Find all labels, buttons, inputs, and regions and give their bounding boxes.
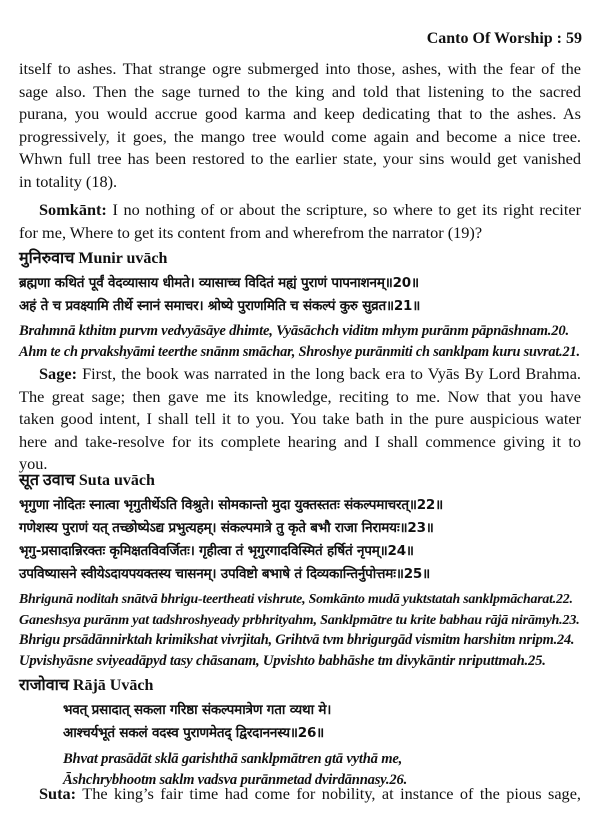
section-suta-uvach (19, 470, 581, 671)
text-line: sage also. Then the sage turned to the king and told that listening to the sacred (19, 81, 581, 101)
text-line: for me, Where to get its content from and wherefrom the narrator (19)? (19, 222, 483, 242)
speaker-name: Sage: (39, 364, 77, 383)
text-line: progressively, it goes, the mango tree would come again and become a nice tree. (19, 126, 581, 146)
text-line (19, 363, 581, 386)
text-span: I no nothing of or about the scripture, so where to get its right reciter (106, 200, 581, 219)
sanskrit-verse-line: भृगुणा नोदितः स्नात्वा भृगुतीर्थेऽति विश्रुते। सोमकान्तो मुदा युक्तस्ततः संकल्पमाचरत्॥22॥ (19, 497, 443, 513)
text-span: The king’s fair time had come for nobility, at instance of the pious sage, (76, 784, 581, 803)
speaker-name: Suta: (39, 784, 77, 803)
paragraph-somkant (19, 199, 581, 244)
text-line: you. (19, 454, 48, 474)
transliteration-line: Bhrigu prsādānnirktah krimikshat vivrjitah, Grihtvā tvm bhrigurgād vismitm harshitm nripm.24. (19, 632, 575, 648)
section-raja-uvach (19, 675, 581, 790)
transliteration-line: Āshchrybhootm saklm vadsva purānmetad dvirdānnasy.26. (63, 771, 408, 788)
transliteration-line: Upvishyāsne sviyeadāpyd tasy chāsanam, Upvishto babhāshe tm divykāntir nriputtmah.25. (19, 652, 546, 669)
paragraph-sage (19, 363, 581, 476)
text-line (19, 783, 581, 806)
speaker-name: Somkānt: (39, 200, 107, 219)
text-line: purana, you would accrue good karma and keep dedicating that to the ashes. As (19, 104, 581, 124)
paragraph-suta (19, 783, 581, 806)
section-munir-uvach (19, 248, 581, 362)
text-line: Whwn full tree has been restored to the earlier state, your sins would get vanished (19, 149, 581, 169)
text-line: taken good intent, I shall tell it to you. You take bath in the pure auspicious water (19, 409, 581, 429)
verse-block (19, 699, 581, 790)
section-heading: सूत उवाच Suta uvāch (19, 472, 155, 489)
text-line (19, 199, 581, 222)
sanskrit-verse-line: गणेशस्य पुराणं यत् तच्छोष्येऽद्य प्रभुत्यहम्। संकल्पमात्रे तु कृते बभौ राजा निरामयः॥23॥ (19, 520, 434, 536)
sanskrit-verse-line: अहं ते च प्रवक्ष्यामि तीर्थे स्नानं समाचर। श्रोष्ये पुराणमिति च संकल्पं कुरु सुव्रत॥21॥ (19, 298, 421, 314)
transliteration-line: Brahmnā kthitm purvm vedvyāsāye dhimte, Vyāsāchch viditm mhym purānm pāpnāshnam.20. (19, 323, 569, 339)
text-span: First, the book was narrated in the long back era to Vyās By Lord Brahma. (76, 364, 581, 383)
paragraph-ashes (19, 58, 581, 194)
text-line: here and take-resolve for its complete hearing and I shall commence giving it to (19, 431, 581, 451)
sanskrit-verse-line: उपविष्यासने स्वीयेऽदायपयक्तस्य चासनम्। उपविष्टो बभाषे तं दिव्यकान्तिर्नुपोत्तमः॥25॥ (19, 566, 430, 582)
running-header: Canto Of Worship : 59 (426, 30, 582, 47)
transliteration-line: Bhvat prasādāt sklā garishthā sanklpmātren gtā vythā me, (63, 751, 403, 767)
section-heading: मुनिरुवाच Munir uvāch (19, 250, 168, 267)
text-line: in totality (18). (19, 171, 118, 191)
text-line: itself to ashes. That strange ogre submerged into those, ashes, with the fear of the (19, 59, 581, 78)
sanskrit-verse-line: ब्रह्मणा कथितं पूर्वं वेदव्यासाय धीमते। व्यासाच्च विदितं मह्यं पुराणं पापनाशनम्॥20॥ (19, 275, 419, 291)
transliteration-line: Ganeshsya purānm yat tadshroshyeady prbhrityahm, Sanklpmātre tu krite babhau rājā nirāmyh.23. (19, 611, 580, 628)
transliteration-line: Ahm te ch prvakshyāmi teerthe snānm smāchar, Shroshye purānmiti ch sanklpam kuru suvrat.21. (19, 343, 580, 360)
transliteration-line: Bhrigunā noditah snātvā bhrigu-teertheati vishrute, Somkānto mudā yuktstatah sanklpmācharat.22. (19, 591, 573, 606)
sanskrit-verse-line: भृगु-प्रसादान्निरक्तः कृमिक्षतविवर्जितः। गृहीत्वा तं भृगुरगादविस्मितं हर्षितं नृपम्॥24॥ (19, 543, 414, 559)
section-heading: राजोवाच Rājā Uvāch (19, 677, 154, 694)
sanskrit-verse-line: भवत् प्रसादात् सकला गरिष्ठा संकल्पमात्रेण गता व्यथा मे। (63, 702, 332, 718)
sanskrit-verse-line: आश्चर्यभूतं सकलं वदस्व पुराणमेतद् द्विरदाननस्य॥26॥ (63, 725, 325, 741)
text-line: The great sage; then gave me its knowledge, reciting to me. Now that you have (19, 386, 581, 406)
